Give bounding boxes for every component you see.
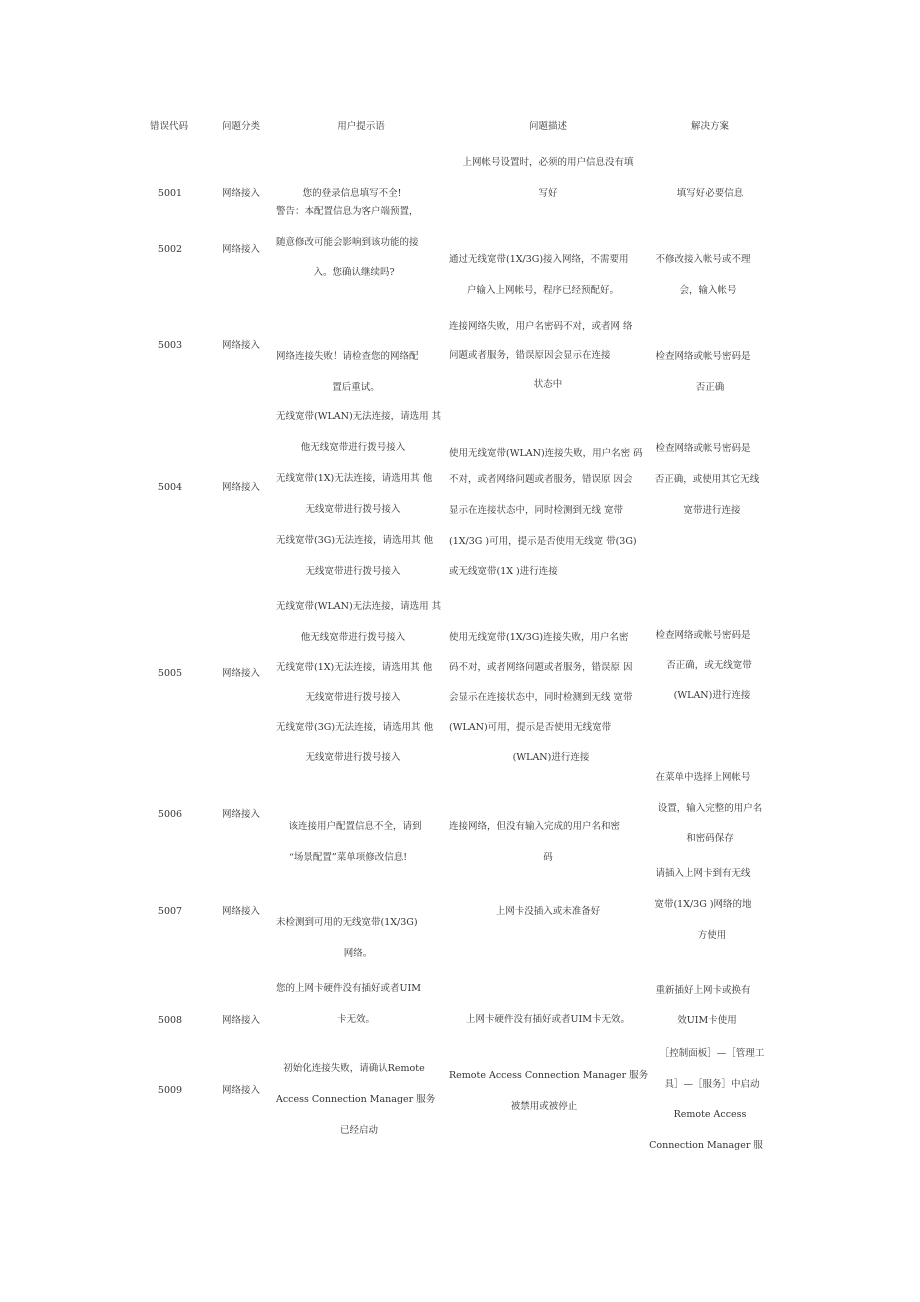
user-prompt-line: 随意修改可能会影响到该功能的接 — [276, 237, 419, 248]
solution-line: ［控制面板］—［管理工 — [659, 1048, 765, 1059]
solution-line: Connection Manager 服 — [649, 1140, 763, 1151]
user-prompt-line: 无线宽带进行拨号接入 — [305, 752, 401, 763]
user-prompt-line: 入。您确认继续吗? — [313, 267, 395, 278]
solution-line: 检查网络或帐号密码是 — [655, 630, 751, 641]
description-line: 不对，或者网络问题或者服务，错误原 因会 — [449, 474, 633, 485]
user-prompt-line: 无线宽带进行拨号接入 — [305, 504, 401, 515]
user-prompt-line: 无线宽带(WLAN)无法连接，请选用 其 — [276, 601, 442, 612]
category: 网络接入 — [221, 1015, 261, 1026]
solution-line: 在菜单中选择上网帐号 — [655, 772, 751, 783]
user-prompt-line: 无线宽带进行拨号接入 — [305, 566, 401, 577]
description-line: 通过无线宽带(1X/3G)接入网络，不需要用 — [449, 254, 629, 265]
description-line: 码不对，或者网络问题或者服务，错误原 因 — [449, 662, 633, 673]
description-line: (WLAN)进行连接 — [512, 752, 590, 763]
description-line: 上网卡没插入或未准备好 — [495, 906, 601, 917]
user-prompt-line: 无线宽带(1X)无法连接，请选用其 他 — [276, 662, 433, 673]
category: 网络接入 — [221, 668, 261, 679]
user-prompt-line: 初始化连接失败，请确认Remote — [283, 1063, 425, 1074]
solution-line: 重新插好上网卡或换有 — [655, 985, 751, 996]
error-code: 5006 — [157, 809, 183, 820]
category: 网络接入 — [221, 244, 261, 255]
user-prompt-line: 警告：本配置信息为客户端预置， — [276, 206, 419, 217]
user-prompt-line: 卡无效。 — [336, 1014, 376, 1025]
solution-line: 检查网络或帐号密码是 — [655, 351, 751, 362]
user-prompt-line: 置后重试。 — [332, 382, 380, 393]
description-line: 问题或者服务，错误原因会显示在连接 — [449, 350, 611, 361]
solution-line: 检查网络或帐号密码是 — [655, 443, 751, 454]
error-code: 5007 — [157, 906, 183, 917]
solution-line: 和密码保存 — [686, 833, 734, 844]
category: 网络接入 — [221, 188, 261, 199]
user-prompt-line: 无线宽带进行拨号接入 — [305, 692, 401, 703]
header-description: 问题描述 — [528, 121, 568, 132]
description-line: 上网帐号设置时，必须的用户信息没有填 — [462, 157, 634, 168]
solution-line: 宽带进行连接 — [683, 505, 741, 516]
description-line: 被禁用或被停止 — [510, 1101, 578, 1112]
user-prompt-line: 您的登录信息填写不全! — [302, 188, 402, 199]
category: 网络接入 — [221, 906, 261, 917]
error-code: 5002 — [157, 244, 183, 255]
solution-line: 否正确，或无线宽带 — [666, 660, 752, 671]
description-line: 使用无线宽带(1X/3G)连接失败，用户名密 — [449, 632, 629, 643]
description-line: 使用无线宽带(WLAN)连接失败，用户名密 码 — [449, 448, 643, 459]
description-line: 显示在连接状态中，同时检测到无线 宽带 — [449, 505, 624, 516]
user-prompt-line: “场景配置”菜单项修改信息! — [288, 852, 408, 863]
category: 网络接入 — [221, 809, 261, 820]
description-line: 连接网络失败，用户名密码不对，或者网 络 — [449, 321, 633, 332]
solution-line: 具］—［服务］中启动 — [664, 1079, 760, 1090]
error-code: 5005 — [157, 668, 183, 679]
description-line: (1X/3G )可用，提示是否使用无线宽 带(3G) — [449, 536, 637, 547]
user-prompt-line: 网络连接失败！请检查您的网络配 — [276, 351, 419, 362]
user-prompt-line: 无线宽带(WLAN)无法连接，请选用 其 — [276, 411, 442, 422]
user-prompt-line: Access Connection Manager 服务 — [276, 1094, 436, 1105]
solution-line: 不修改接入帐号或不理 — [655, 254, 751, 265]
user-prompt-line: 您的上网卡硬件没有插好或者UIM — [276, 983, 421, 994]
user-prompt-line: 网络。 — [343, 948, 373, 959]
solution-line: Remote Access — [673, 1109, 747, 1120]
solution-line: 填写好必要信息 — [676, 188, 744, 199]
solution-line: 否正确，或使用其它无线 — [654, 474, 760, 485]
user-prompt-line: 他无线宽带进行拨号接入 — [300, 442, 406, 453]
header-user-prompt: 用户提示语 — [337, 121, 385, 132]
description-line: 状态中 — [533, 379, 563, 390]
user-prompt-line: 未检测到可用的无线宽带(1X/3G) — [276, 917, 418, 928]
solution-line: 设置，输入完整的用户名 — [657, 803, 763, 814]
description-line: 或无线宽带(1X )进行连接 — [449, 566, 558, 577]
solution-line: 会，输入帐号 — [679, 285, 737, 296]
error-code: 5009 — [157, 1085, 183, 1096]
description-line: 会显示在连接状态中，同时检测到无线 宽带 — [449, 692, 633, 703]
solution-line: 请插入上网卡到有无线 — [655, 868, 751, 879]
error-code: 5008 — [157, 1015, 183, 1026]
user-prompt-line: 该连接用户配置信息不全，请到 — [288, 821, 422, 832]
description-line: 写好 — [538, 188, 558, 199]
description-line: 码 — [543, 852, 553, 863]
error-code: 5004 — [157, 482, 183, 493]
user-prompt-line: 无线宽带(3G)无法连接，请选用其 他 — [276, 535, 434, 546]
solution-line: (WLAN)进行连接 — [673, 690, 751, 701]
error-code: 5003 — [157, 340, 183, 351]
user-prompt-line: 无线宽带(3G)无法连接，请选用其 他 — [276, 722, 434, 733]
description-line: (WLAN)可用，提示是否使用无线宽带 — [449, 722, 612, 733]
solution-line: 效UIM卡使用 — [677, 1015, 737, 1026]
description-line: 上网卡硬件没有插好或者UIM卡无效。 — [466, 1014, 630, 1025]
user-prompt-line: 无线宽带(1X)无法连接，请选用其 他 — [276, 473, 433, 484]
category: 网络接入 — [221, 482, 261, 493]
header-category: 问题分类 — [221, 121, 261, 132]
description-line: 户输入上网帐号，程序已经预配好。 — [466, 285, 620, 296]
category: 网络接入 — [221, 340, 261, 351]
header-error-code: 错误代码 — [149, 121, 189, 132]
solution-line: 否正确 — [695, 382, 725, 393]
user-prompt-line: 已经启动 — [339, 1125, 379, 1136]
user-prompt-line: 他无线宽带进行拨号接入 — [300, 632, 406, 643]
solution-line: 宽带(1X/3G )网络的地 — [654, 899, 752, 910]
solution-line: 方使用 — [697, 930, 727, 941]
description-line: Remote Access Connection Manager 服务 — [449, 1070, 649, 1081]
description-line: 连接网络，但没有输入完成的用户名和密 — [449, 821, 621, 832]
error-code: 5001 — [157, 188, 183, 199]
header-solution: 解决方案 — [690, 121, 730, 132]
category: 网络接入 — [221, 1085, 261, 1096]
